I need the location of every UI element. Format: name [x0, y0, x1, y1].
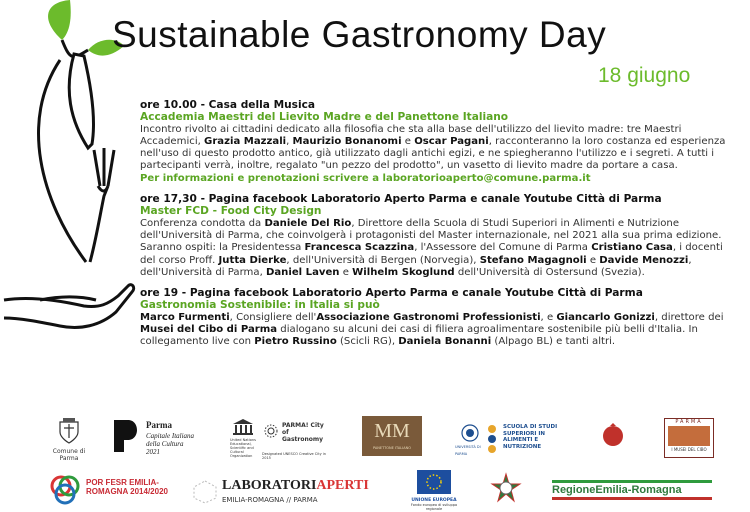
- event-subtitle: Gastronomia Sostenibile: in Italia si può: [140, 299, 380, 312]
- description-text: ,: [286, 135, 293, 147]
- musei-top: PARMA: [675, 419, 703, 425]
- leaf-icon: [48, 0, 71, 40]
- event-block: [140, 287, 740, 348]
- contact-info: Per informazioni e prenotazioni scrivere a laboratorioaperto@comune.parma.it: [140, 172, 591, 184]
- highlighted-name: Stefano Magagnoli: [479, 254, 587, 266]
- description-text: , dell'Università di Bergen (Norvegia),: [286, 254, 480, 266]
- event-description: [140, 124, 740, 173]
- highlighted-name: Wilhelm Skoglund: [352, 266, 455, 278]
- ue-sub: Fondo europeo di sviluppo regionale: [410, 503, 458, 511]
- highlighted-name: Musei del Cibo di Parma: [140, 324, 278, 336]
- highlighted-name: Cristiano Casa: [591, 242, 673, 254]
- unesco-temple-icon: [232, 418, 254, 436]
- highlighted-name: Pietro Russino: [254, 336, 337, 348]
- highlighted-name: Oscar Pagani: [414, 135, 489, 147]
- description-text: (Scicli RG),: [336, 336, 399, 348]
- knife-icon: [69, 54, 93, 148]
- repubblica-logo: [490, 472, 524, 508]
- parma-sub2: della Cultura: [146, 440, 184, 448]
- musei-cibo-logo: [664, 418, 714, 458]
- unesco-city: PARMA! City of Gastronomy: [282, 422, 324, 443]
- description-text: (Alpago BL) e tanti altri.: [491, 336, 616, 348]
- eu-flag-icon: [417, 470, 451, 494]
- lab-name-1: LABORATORI: [222, 478, 317, 493]
- ue-label: UNIONE EUROPEA: [411, 498, 457, 503]
- university-seal-icon: [461, 424, 479, 442]
- scuola-logo: [455, 422, 565, 462]
- event-date: 18 giugno: [598, 64, 691, 87]
- ue-logo: [404, 470, 464, 510]
- lab-name-2: APERTI: [316, 478, 369, 493]
- description-text: , direttore dei: [654, 311, 724, 323]
- porfesr-text: POR FESR EMILIA-ROMAGNA 2014/2020: [86, 478, 168, 496]
- italian-emblem-icon: [490, 472, 522, 506]
- event-subtitle: Master FCD - Food City Design: [140, 205, 322, 218]
- description-text: , Direttore della Scuola di Studi Superiori in Alimenti e Nutrizione dell'Università di Parma, che coinvolgerà i protagonisti del Master internazionale, nel 2021 alla sua prima edizione. Saranno ospiti: la Presidentessa: [140, 217, 722, 254]
- parma-title: Parma: [146, 420, 172, 430]
- description-text: , Consigliere dell': [229, 311, 317, 323]
- pomegranate-icon: [600, 422, 626, 448]
- porfesr-logo: [48, 474, 188, 508]
- unesco-designated: Designated UNESCO Creative City in 2015: [262, 452, 326, 460]
- comune-label: Comune di Parma: [52, 448, 86, 462]
- highlighted-name: Daniela Bonanni: [398, 336, 492, 348]
- coat-of-arms-icon: [58, 418, 80, 444]
- description-text: , racconteranno la loro costanza ed esperienza nell'uso di questo prodotto antico, già utilizzato dagli antichi egizi, e ne spiegheranno l'utilizzo e i segreti. A tutti i partecipanti verrà, inoltre, regalato "un pezzo del prodotto", un vasetto di lievito madre da portare a casa.: [140, 135, 726, 172]
- mm-label: PANETTONE ITALIANO: [372, 446, 412, 450]
- description-text: e: [401, 135, 415, 147]
- pomegranate-logo: [600, 422, 630, 452]
- description-text: Incontro rivolto ai cittadini dedicato alla filosofia che sta alla base dell'utilizzo del lievito madre: tre Maestri Accademici,: [140, 123, 682, 147]
- lab-name: [222, 478, 369, 494]
- description-text: dell'Università di Ostersund (Svezia).: [454, 266, 645, 278]
- parma-sub1: Capitale Italiana: [146, 432, 195, 440]
- hand-icon: [4, 285, 134, 328]
- highlighted-name: Giancarlo Gonizzi: [556, 311, 655, 323]
- event-block: [140, 99, 740, 185]
- event-subtitle: Accademia Maestri del Lievito Madre e del Panettone Italiano: [140, 111, 509, 124]
- description-text: e: [339, 266, 353, 278]
- event-time: ore 10.00 - Casa della Musica: [140, 99, 316, 111]
- regione-bands: [552, 480, 712, 500]
- hexagon-pattern-icon: [192, 480, 218, 504]
- highlighted-name: Grazia Mazzali: [204, 135, 287, 147]
- page-title: Sustainable Gastronomy Day: [112, 14, 607, 55]
- sustainability-illustration: [0, 0, 140, 380]
- event-block: [140, 193, 740, 279]
- fork-icon: [90, 148, 114, 262]
- scuola-mark-icon: [485, 424, 499, 454]
- scuola-university: UNIVERSITÀ DI PARMA: [455, 445, 481, 456]
- musei-bottom: I MUSEI DEL CIBO: [671, 447, 707, 452]
- regione-text: RegioneEmilia-Romagna: [552, 484, 682, 496]
- highlighted-name: Davide Menozzi: [599, 254, 689, 266]
- highlighted-name: Maurizio Bonanomi: [292, 135, 402, 147]
- description-text: e: [586, 254, 600, 266]
- event-description: [140, 312, 740, 349]
- unesco-text: United Nations Educational, Scientific and Cultural Organization: [230, 438, 256, 458]
- regione-logo: [552, 480, 712, 502]
- description-text: dialogano su alcuni dei casi di filiera agroalimentare sostenibile più belli d'Italia. In collegamento live con: [140, 324, 698, 348]
- event-program: [140, 99, 740, 357]
- description-text: Conferenza condotta da: [140, 217, 265, 229]
- event-description: [140, 218, 740, 279]
- description-text: , e: [540, 311, 557, 323]
- musei-image-icon: [668, 426, 710, 446]
- mm-logo: [362, 416, 422, 456]
- parma-subtitle: [146, 432, 194, 456]
- unesco-logo: [230, 418, 330, 458]
- highlighted-name: Marco Furmenti: [140, 311, 230, 323]
- event-time: ore 17,30 - Pagina facebook Laboratorio Aperto Parma e canale Youtube Città di Parma: [140, 193, 662, 206]
- laboratori-aperti-logo: [192, 478, 372, 508]
- highlighted-name: Daniel Laven: [265, 266, 340, 278]
- lab-subtitle: EMILIA-ROMAGNA // PARMA: [222, 496, 318, 504]
- description-text: , i docenti del corso Proff.: [140, 242, 723, 266]
- parma-year: 2021: [146, 448, 160, 456]
- highlighted-name: Associazione Gastronomi Professionisti: [316, 311, 541, 323]
- mm-mark-icon: MM: [374, 420, 410, 442]
- event-time: ore 19 - Pagina facebook Laboratorio Aperto Parma e canale Youtube Città di Parma: [140, 287, 643, 300]
- scuola-title: SCUOLA DI STUDI SUPERIORI IN ALIMENTI E NUTRIZIONE: [503, 424, 558, 450]
- porfesr-mark-icon: [48, 474, 82, 508]
- highlighted-name: Francesca Scazzina: [304, 242, 415, 254]
- comune-logo: [44, 418, 94, 462]
- p-mark-icon: [112, 418, 142, 454]
- description-text: , l'Assessore del Comune di Parma: [414, 242, 592, 254]
- description-text: , dell'Università di Parma,: [140, 254, 692, 278]
- highlighted-name: Daniele Del Rio: [264, 217, 352, 229]
- sun-icon: [264, 424, 278, 438]
- sponsor-logos: [0, 410, 750, 512]
- highlighted-name: Jutta Dierke: [218, 254, 287, 266]
